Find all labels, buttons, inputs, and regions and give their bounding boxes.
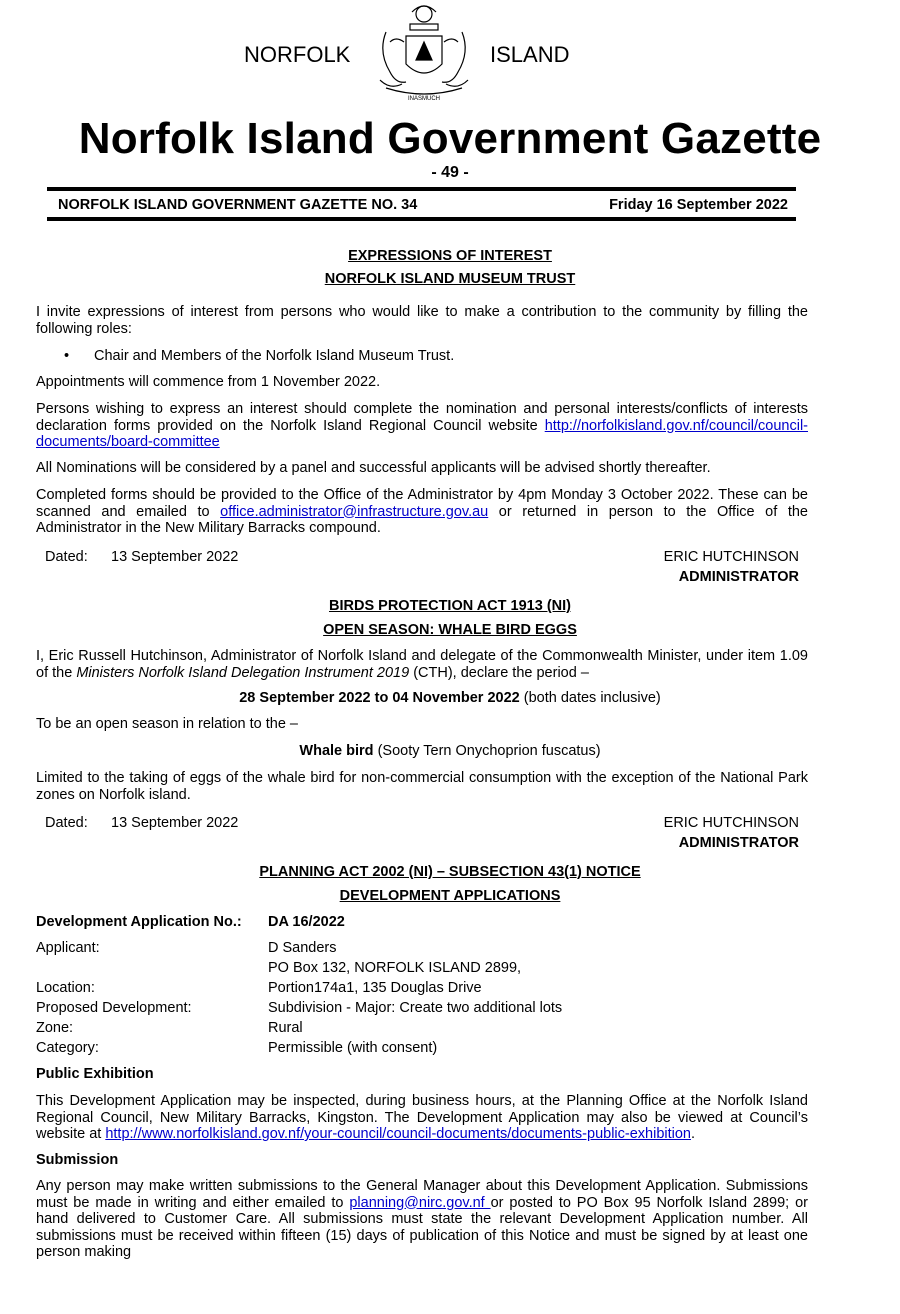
applicant-row xyxy=(36,940,808,958)
notice1-commence: Appointments will commence from 1 November 2022. xyxy=(36,374,381,390)
notice1-dated-label: Dated: xyxy=(45,549,88,565)
submission-heading: Submission xyxy=(36,1152,119,1168)
notice2-bird: Whale bird (Sooty Tern Onychoprion fuscatus) xyxy=(299,743,601,759)
address-row xyxy=(36,960,808,978)
notice1-nominations: All Nominations will be considered by a panel and successful applicants will be advised shortly thereafter. xyxy=(36,460,711,476)
gazette-date: Friday 16 September 2022 xyxy=(609,197,788,213)
masthead-left-word: NORFOLK xyxy=(244,42,351,67)
notice2-open-season: To be an open season in relation to the – xyxy=(36,716,298,732)
applicant-label: Applicant: xyxy=(36,940,100,956)
proposed-row xyxy=(36,1000,808,1018)
da-number-label: Development Application No.: xyxy=(36,914,242,930)
location-row xyxy=(36,980,808,998)
notice1-persons: Persons wishing to express an interest should complete the nomination and personal interests/conflicts of interests declaration forms provided on the Norfolk Island Regional Council website http://norfolkisland.gov.nf/council/council-documents/board-committee xyxy=(36,401,808,450)
notice2-heading2: OPEN SEASON: WHALE BIRD EGGS xyxy=(323,622,577,638)
notice2-heading1: BIRDS PROTECTION ACT 1913 (NI) xyxy=(329,598,571,614)
coat-of-arms-icon xyxy=(366,2,482,108)
council-board-link[interactable]: http://norfolkisland.gov.nf/council/council-documents/board-committee xyxy=(36,417,808,450)
administrator-email-link[interactable]: office.administrator@infrastructure.gov.au xyxy=(220,503,489,520)
bullet-text: Chair and Members of the Norfolk Island Museum Trust. xyxy=(94,348,455,364)
zone-label: Zone: xyxy=(36,1020,74,1036)
zone-value: Rural xyxy=(268,1020,303,1036)
page-number: - 49 - xyxy=(431,164,469,181)
planning-email-link[interactable]: planning@nirc.gov.nf xyxy=(349,1194,491,1211)
notice2-dated-value: 13 September 2022 xyxy=(111,815,239,831)
applicant-address: PO Box 132, NORFOLK ISLAND 2899, xyxy=(268,960,522,976)
masthead-right-word: ISLAND xyxy=(490,42,570,67)
location-value: Portion174a1, 135 Douglas Drive xyxy=(268,980,482,996)
applicant-value: D Sanders xyxy=(268,940,337,956)
notice1-signatory-title: ADMINISTRATOR xyxy=(678,569,799,585)
notice1-intro: I invite expressions of interest from persons who would like to make a contribution to the community by filling the following roles: xyxy=(36,304,808,337)
notice1-signatory: ERIC HUTCHINSON xyxy=(663,549,799,565)
notice2-intro: I, Eric Russell Hutchinson, Administrator of Norfolk Island and delegate of the Commonwealth Minister, under item 1.09 of the Ministers Norfolk Island Delegation Instrument 2019 (CTH), declare the period – xyxy=(36,648,808,681)
crest-motto: INASMUCH xyxy=(407,96,441,102)
notice2-dated-label: Dated: xyxy=(45,815,88,831)
notice3-heading1: PLANNING ACT 2002 (NI) – SUBSECTION 43(1) NOTICE xyxy=(259,864,641,880)
gazette-title: Norfolk Island Government Gazette xyxy=(78,114,822,163)
proposed-label: Proposed Development: xyxy=(36,1000,192,1016)
notice3-heading2: DEVELOPMENT APPLICATIONS xyxy=(339,888,561,904)
notice2-signatory-title: ADMINISTRATOR xyxy=(678,835,799,851)
top-rule xyxy=(47,187,796,191)
notice1-dated-value: 13 September 2022 xyxy=(111,549,239,565)
notice2-limited: Limited to the taking of eggs of the whale bird for non-commercial consumption with the exception of the National Park zones on Norfolk island. xyxy=(36,770,808,803)
public-exhibition-text: This Development Application may be inspected, during business hours, at the Planning Office at the Norfolk Island Regional Council, New Military Barracks, Kingston. The Development Application may also be viewed at Council’s website at http://www.norfolkisland.gov.nf/your-council/council-documents/documents-public-exhibition. xyxy=(36,1093,808,1142)
bullet-icon: • xyxy=(64,348,70,364)
submission-text: Any person may make written submissions to the General Manager about this Development Application. Submissions must be made in writing and either emailed to planning@nirc.gov.nf or posted to PO Box 95 Norfolk Island 2899; or hand delivered to Customer Care. All submissions must state the relevant Development Application number. All submissions must be received within fifteen (15) days of publication of this Notice and must be signed by at least one person making xyxy=(36,1178,808,1260)
category-value: Permissible (with consent) xyxy=(268,1040,438,1056)
da-number-value: DA 16/2022 xyxy=(268,914,345,930)
category-label: Category: xyxy=(36,1040,99,1056)
notice1-heading1: EXPRESSIONS OF INTEREST xyxy=(348,248,552,264)
notice2-signatory: ERIC HUTCHINSON xyxy=(663,815,799,831)
public-exhibition-link[interactable]: http://www.norfolkisland.gov.nf/your-council/council-documents/documents-public-exhibition xyxy=(105,1126,691,1142)
public-exhibition-heading: Public Exhibition xyxy=(36,1066,154,1082)
location-label: Location: xyxy=(36,980,95,996)
proposed-value: Subdivision - Major: Create two additional lots xyxy=(268,1000,563,1016)
bullet-item xyxy=(64,348,455,364)
zone-row xyxy=(36,1020,808,1038)
notice1-completed: Completed forms should be provided to the Office of the Administrator by 4pm Monday 3 October 2022. These can be scanned and emailed to office.administrator@infrastructure.gov.au or returned in person to the Office of the Administrator in the New Military Barracks compound. xyxy=(36,487,808,536)
notice1-heading2: NORFOLK ISLAND MUSEUM TRUST xyxy=(324,271,576,287)
notice2-period: 28 September 2022 to 04 November 2022 (both dates inclusive) xyxy=(239,690,661,706)
da-number-row xyxy=(36,914,808,932)
gazette-number: NORFOLK ISLAND GOVERNMENT GAZETTE NO. 34 xyxy=(58,197,418,213)
category-row xyxy=(36,1040,808,1058)
bottom-rule xyxy=(47,217,796,221)
